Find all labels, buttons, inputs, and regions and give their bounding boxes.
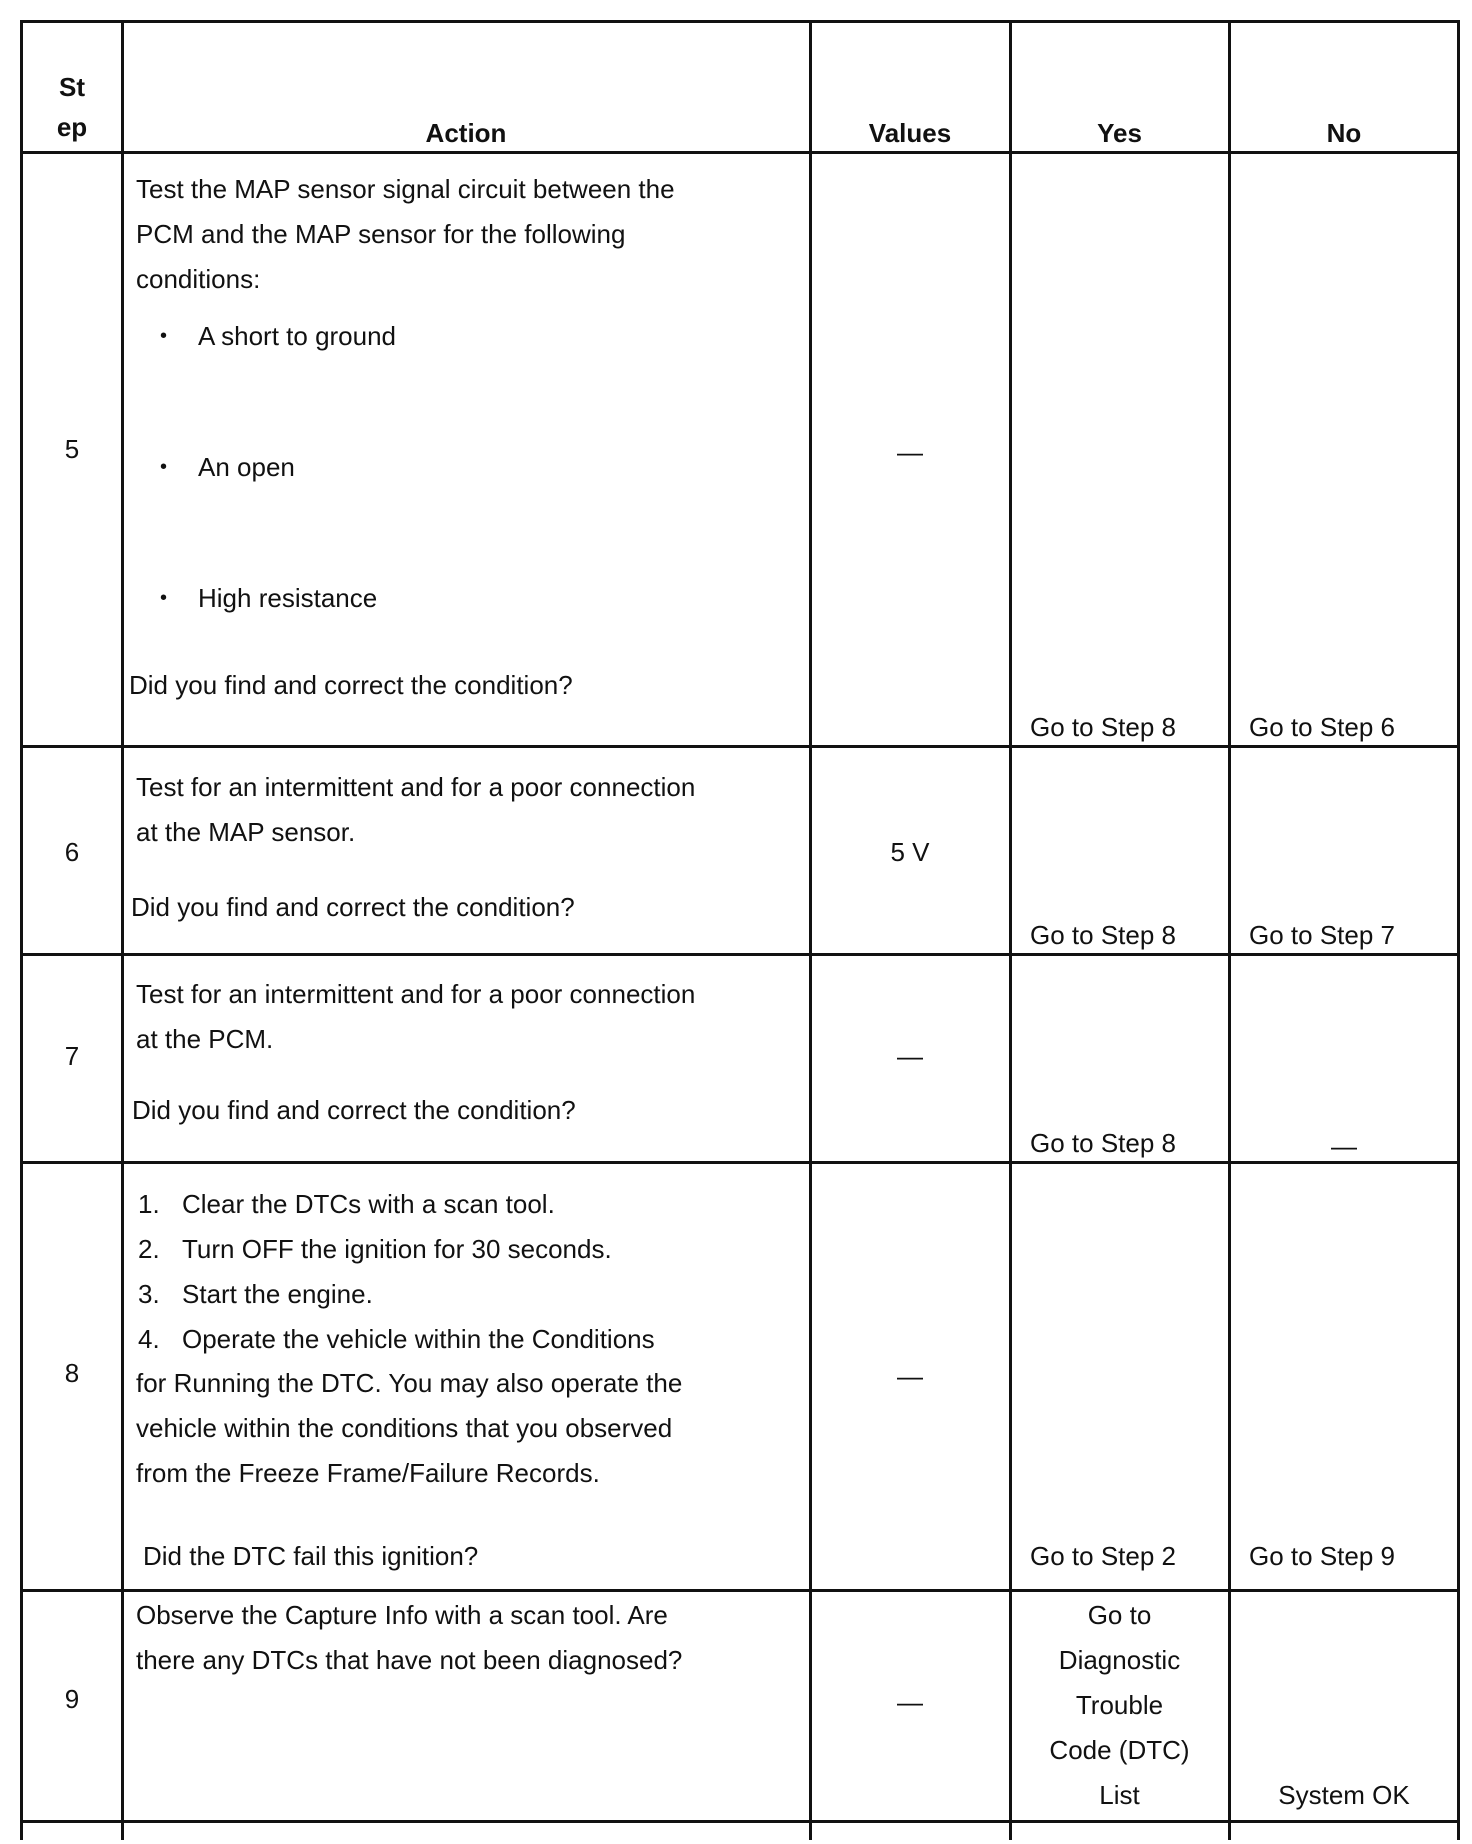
action-text: Test the MAP sensor signal circuit between the PCM and the MAP sensor for the following conditions: [136,174,675,294]
action-question: Did you find and correct the condition? [131,892,575,922]
header-yes: Yes [1097,118,1142,148]
header-step: St ep [56,72,88,142]
step-number: 8 [64,1358,80,1388]
value-cell: 5 V [890,837,930,867]
no-result: System OK [1278,1780,1410,1810]
header-action: Action [425,118,507,148]
column-divider [809,20,812,1840]
action-question: Did you find and correct the condition? [129,670,573,700]
numbered-step: 2. Turn OFF the ignition for 30 seconds. [138,1234,612,1264]
action-continuation: for Running the DTC. You may also operate the vehicle within the conditions that you observed from the Freeze Frame/Failure Records. [136,1368,683,1488]
action-question: Did you find and correct the condition? [132,1095,576,1125]
action-text: Test for an intermittent and for a poor connection at the MAP sensor. [136,772,696,847]
bullet-item: • High resistance [158,576,758,621]
action-steps [138,1182,798,1362]
header-no: No [1326,118,1362,148]
diagnostic-table [20,20,1460,1840]
step-number: 5 [64,434,80,464]
row-divider [20,1589,1460,1592]
yes-result: Go to Diagnostic Trouble Code (DTC) List [1049,1600,1190,1810]
table-border-right [1457,20,1460,1840]
numbered-step: 4. Operate the vehicle within the Conditions [138,1324,655,1354]
table-border-left [20,20,23,1840]
numbered-step: 3. Start the engine. [138,1279,373,1309]
value-cell: — [897,1041,923,1071]
yes-result: Go to Step 8 [1030,920,1176,950]
value-cell: — [897,437,923,467]
step-number: 6 [64,837,80,867]
header-values: Values [868,118,952,148]
value-cell: — [897,1687,923,1717]
no-result: — [1331,1131,1357,1161]
yes-result: Go to Step 2 [1030,1541,1176,1571]
yes-result: Go to Step 8 [1030,712,1176,742]
step-number: 7 [64,1041,80,1071]
numbered-step: 1. Clear the DTCs with a scan tool. [138,1189,555,1219]
bullet-item: • An open [158,445,758,490]
no-result: Go to Step 6 [1249,712,1395,742]
no-result: Go to Step 9 [1249,1541,1395,1571]
action-text: Test for an intermittent and for a poor connection at the PCM. [136,979,696,1054]
column-divider [1228,20,1231,1840]
yes-result: Go to Step 8 [1030,1128,1176,1158]
no-result: Go to Step 7 [1249,920,1395,950]
table-border-top [20,20,1460,23]
action-question: Did the DTC fail this ignition? [143,1541,479,1571]
column-divider [121,20,124,1840]
bullet-item: • A short to ground [158,314,758,359]
row-divider [20,953,1460,956]
column-divider [1009,20,1012,1840]
table-border-bottom [20,1820,1460,1823]
row-divider [20,745,1460,748]
step-number: 9 [64,1684,80,1714]
action-text: Observe the Capture Info with a scan tool. Are there any DTCs that have not been diagnosed? [136,1600,683,1675]
value-cell: — [897,1361,923,1391]
